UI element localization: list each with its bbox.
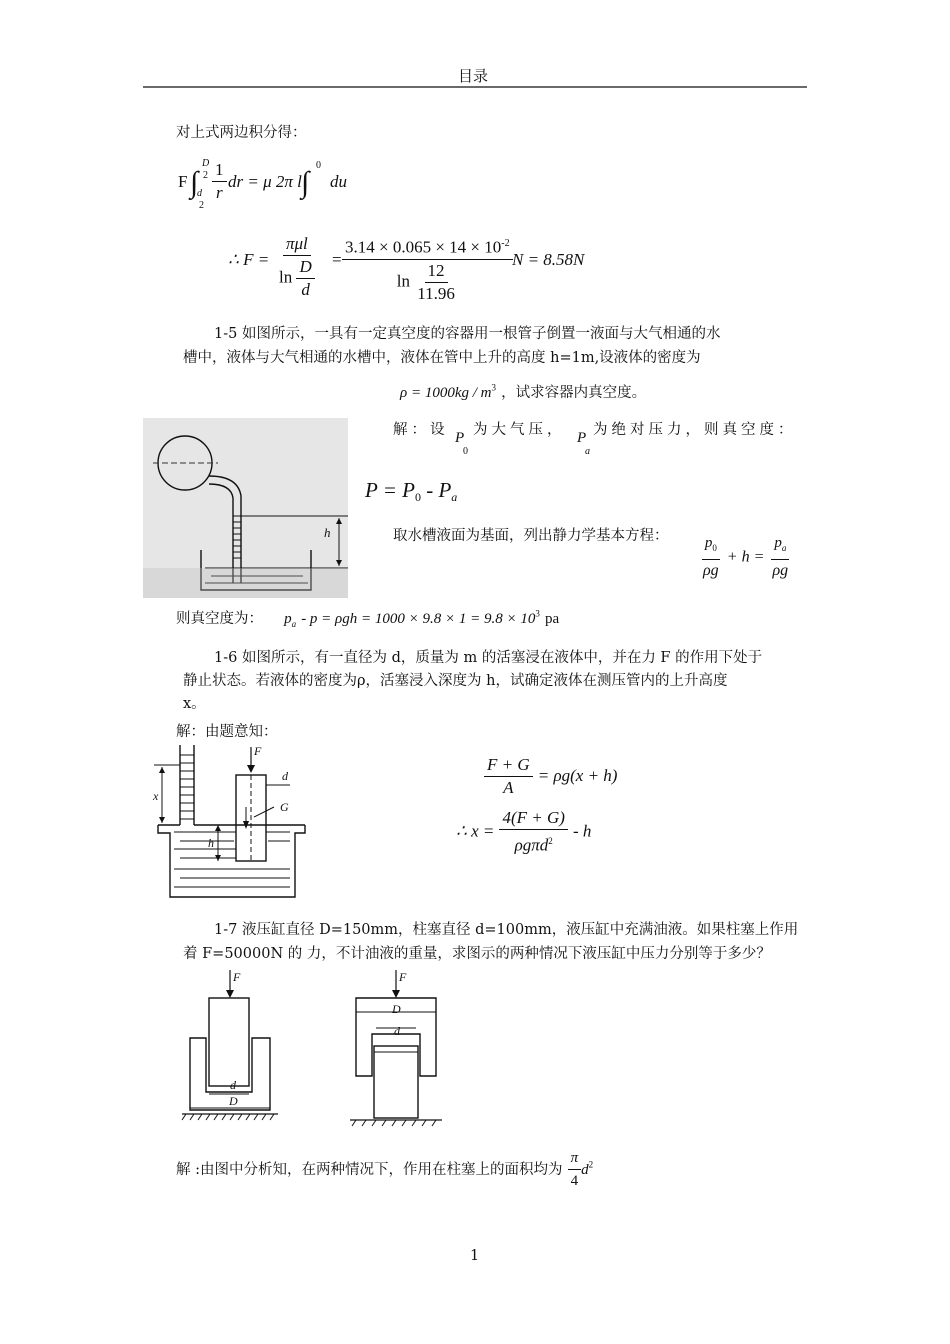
e2-num: 4(F + G) (499, 808, 567, 830)
p17-line1: 1-7 液压缸直径 D=150mm，柱塞直径 d=100mm，液压缸中充满油液。如果柱塞上作用 (214, 922, 799, 938)
density-tail: ，试求容器内真空度。 (501, 385, 647, 401)
fig17b-d: d (394, 1024, 400, 1038)
p16-eq1-frac (484, 755, 533, 798)
area-num: π (568, 1148, 582, 1170)
integral-sign-2: ∫ (301, 166, 310, 199)
p16-solution: 解：由题意知： (176, 724, 278, 740)
fig17a-D: D (229, 1094, 238, 1108)
figure-1-5 (143, 418, 348, 598)
e1-num: F + G (484, 755, 533, 777)
force-eq-sign: = (332, 250, 342, 269)
basis-den-a: ρg (703, 562, 719, 579)
p17-area-frac (568, 1148, 582, 1191)
result-pa: p (284, 611, 292, 627)
result-unit: pa (544, 611, 560, 627)
fig15-h-label: h (324, 525, 331, 540)
f1-num: πμl (283, 234, 311, 256)
e2-lead: ∴ x = (456, 821, 495, 841)
result-label: 则真空度为： (176, 611, 263, 627)
f2-ln: ln (396, 271, 410, 291)
p16-eq1 (484, 755, 617, 798)
intro-text: 对上式两边积分得： (176, 125, 307, 141)
basis-frac-a (700, 533, 722, 581)
basis-frac-b (769, 533, 791, 581)
upper-limit: D (202, 158, 210, 169)
fig16-d: d (282, 769, 288, 783)
frac-den: r (215, 183, 223, 202)
upper-limit-2: 0 (316, 160, 321, 171)
page-header: 目录 (458, 67, 489, 85)
vacuum-sub0: 0 (414, 490, 421, 505)
force-tail: N = 8.58N (512, 250, 585, 269)
p17-sol-text: 解 :由图中分析知，在两种情况下，作用在柱塞上的面积均为 (176, 1162, 563, 1178)
f1-inner-frac (296, 257, 314, 300)
e2-tail: - h (573, 821, 592, 841)
force-fraction-1 (276, 234, 318, 300)
basis-equation (700, 533, 791, 581)
basis-num-a (702, 533, 720, 560)
f2-den (394, 260, 461, 304)
density-expr: ρ = 1000kg / m (400, 385, 492, 401)
force-fraction-2 (342, 234, 513, 304)
fig17b-D: D (392, 1002, 401, 1016)
fig16-h: h (208, 836, 214, 850)
force-lead: ∴ F = (228, 250, 270, 269)
pa: P (577, 430, 587, 446)
pa-sub: a (585, 446, 590, 457)
fig17a-F: F (233, 970, 241, 984)
f1-ln: ln (279, 267, 293, 287)
f2-num-text: 3.14 × 0.065 × 14 × 10 (345, 237, 502, 257)
integrand-fraction (212, 160, 227, 203)
p0: P (455, 430, 465, 446)
bnum-a-sub: 0 (712, 543, 717, 553)
frac-num: 1 (212, 160, 227, 182)
basis-den-b: ρg (772, 562, 789, 579)
area-exp: 2 (588, 1159, 594, 1170)
bnum-a: p (704, 535, 713, 551)
f2-1196: 11.96 (417, 283, 455, 303)
basis-num-b (771, 533, 789, 560)
p15-line1: 1-5 如图所示，一具有一定真空度的容器用一根管子倒置一液面与大气相通的水 (214, 326, 721, 342)
p15-vacuum-eq (365, 478, 457, 505)
f2-exp: -2 (501, 238, 510, 249)
p15-line2: 槽中，液体与大气相通的水槽中，液体在管中上升的高度 h=1m,设液体的密度为 (183, 350, 701, 366)
basis-plus: + h = (726, 548, 765, 566)
p17-line2: 着 F=50000N 的 力，不计油液的重量，求图示的两种情况下液压缸中压力分别等于多少？ (183, 946, 771, 962)
sol-b: 为大气压， (473, 422, 566, 438)
result-pa-sub: a (291, 619, 297, 630)
f1-D: D (296, 257, 314, 279)
integral-tail: du (330, 172, 347, 191)
f2-inner-frac (414, 261, 458, 304)
p0-sub: 0 (463, 446, 468, 457)
result-eq: - p = ρgh = 1000 × 9.8 × 1 = 9.8 × 10 (301, 611, 536, 627)
lower-limit: d (197, 188, 202, 199)
vacuum-suba: a (451, 490, 458, 505)
e1-den: A (503, 778, 514, 797)
f1-den (276, 256, 318, 300)
vacuum-eq: P = P (365, 478, 415, 502)
integral-body: dr = μ 2π l (228, 172, 302, 191)
upper-limit-den: 2 (203, 170, 208, 181)
area-var: d (581, 1162, 589, 1178)
e2-den-exp: 2 (548, 836, 553, 846)
force-equation (228, 232, 628, 312)
bnum-b: p (774, 535, 782, 551)
sol-a: 解：设 (393, 422, 449, 438)
f1-d: d (301, 280, 310, 299)
density-exp: 3 (491, 382, 496, 393)
bnum-b-sub: a (781, 543, 787, 553)
page-number: 1 (470, 1248, 480, 1264)
f2-num (342, 234, 513, 260)
p16-eq2-frac (499, 808, 567, 856)
f2-12: 12 (425, 261, 448, 283)
fig17b-F: F (399, 970, 407, 984)
p15-basis: 取水槽液面为基面，列出静力学基本方程： (393, 528, 669, 544)
header-rule (0, 0, 950, 100)
vacuum-mid: - P (420, 478, 452, 502)
p17-solution (176, 1148, 593, 1191)
figure-1-7 (180, 968, 460, 1128)
p16-line1: 1-6 如图所示，有一直径为 d，质量为 m 的活塞浸在液体中，并在力 F 的作用下处于 (214, 650, 763, 666)
e2-den-text: ρgπd (514, 835, 549, 855)
p15-solution-line (393, 418, 813, 458)
fig16-G: G (280, 800, 289, 814)
integral-sign: ∫ (190, 166, 199, 199)
p16-line2: 静止状态。若液体的密度为ρ，活塞浸入深度为 h，试确定液体在测压管内的上升高度 (183, 673, 728, 689)
p16-line3: x。 (183, 696, 206, 712)
p15-result (176, 608, 559, 630)
result-exp: 3 (535, 608, 540, 619)
fig17a-d: d (230, 1078, 236, 1092)
area-den: 4 (570, 1173, 579, 1189)
p15-density-line (400, 382, 646, 404)
e2-den (512, 830, 556, 856)
lower-limit-den: 2 (199, 200, 204, 211)
eq-lead-F: F (178, 172, 188, 191)
e1-rhs: = ρg(x + h) (537, 766, 618, 785)
fig16-x: x (153, 789, 159, 803)
sol-c: 为绝对压力，则真空度： (593, 422, 797, 438)
p16-eq2 (456, 808, 591, 856)
fig16-F: F (254, 744, 262, 758)
